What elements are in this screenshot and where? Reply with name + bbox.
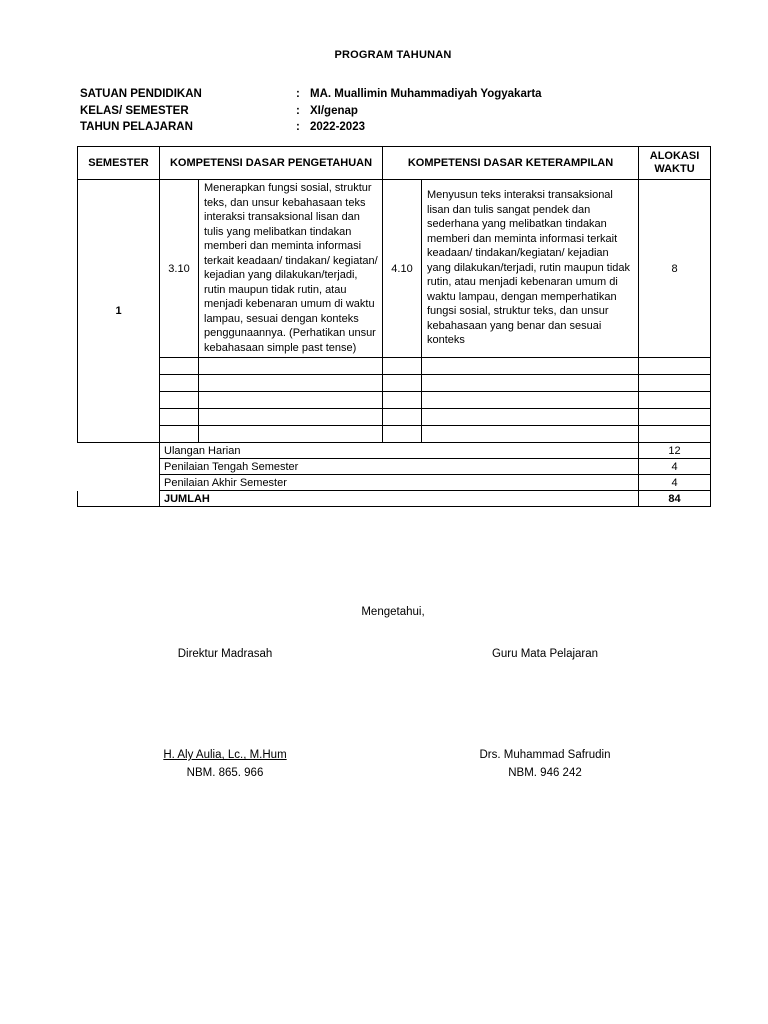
meta-label: TAHUN PELAJARAN xyxy=(80,121,193,134)
semester-cell: 1 xyxy=(78,180,160,443)
meta-label: SATUAN PENDIDIKAN xyxy=(80,88,202,101)
table-header-row xyxy=(78,147,711,180)
left-signatory-role: Direktur Madrasah xyxy=(177,648,273,660)
summary-label: Penilaian Akhir Semester xyxy=(160,475,639,491)
table-row xyxy=(78,180,711,358)
meta-value: 2022-2023 xyxy=(310,121,365,134)
meta-colon: : xyxy=(296,88,300,101)
meta-row-tahun xyxy=(80,119,542,136)
spacer-cell xyxy=(78,491,160,507)
kd-keterampilan-number: 4.10 xyxy=(383,180,422,358)
summary-value: 4 xyxy=(639,459,711,475)
header-kd-keterampilan: KOMPETENSI DASAR KETERAMPILAN xyxy=(383,147,639,180)
spacer-cell xyxy=(78,459,160,475)
left-signatory-nbm: NBM. 865. 966 xyxy=(186,767,264,779)
alokasi-cell: 8 xyxy=(639,180,711,358)
total-value: 84 xyxy=(639,491,711,507)
summary-label: Penilaian Tengah Semester xyxy=(160,459,639,475)
left-signatory-name: H. Aly Aulia, Lc., M.Hum xyxy=(163,749,287,761)
kd-pengetahuan-number: 3.10 xyxy=(160,180,199,358)
meta-block xyxy=(80,86,542,136)
empty-row xyxy=(78,409,711,426)
kd-pengetahuan-text: Menerapkan fungsi sosial, struktur teks, dan unsur kebahasaan teks interaksi transaksional lisan dan tulis yang melibatkan tindakan memberi dan meminta informasi terkait keadaan/ tindakan/ kegiatan/ kejadian yang dilakukan/terjadi, rutin maupun tidak rutin, atau menjadi kebenaran umum di waktu lampau, sesuai dengan konteks penggunaannya. (Perhatikan unsur kebahasaan simple past tense) xyxy=(199,180,383,358)
meta-colon: : xyxy=(296,104,300,117)
summary-total-row xyxy=(78,491,711,507)
summary-value: 12 xyxy=(639,443,711,459)
acknowledgement: Mengetahui, xyxy=(361,606,425,618)
empty-row xyxy=(78,375,711,392)
summary-value: 4 xyxy=(639,475,711,491)
summary-row xyxy=(78,443,711,459)
summary-row xyxy=(78,475,711,491)
program-table xyxy=(77,146,711,507)
meta-value: XI/genap xyxy=(310,104,358,117)
spacer-cell xyxy=(78,443,160,459)
empty-row xyxy=(78,392,711,409)
kd-keterampilan-text: Menyusun teks interaksi transaksional lisan dan tulis sangat pendek dan sederhana yang melibatkan tindakan memberi dan meminta informasi terkait keadaan/ tindakan/kegiatan/ kejadian yang dilakukan/terjadi, rutin maupun tidak rutin, atau menjadi kebenaran umum di waktu lampau, dengan memperhatikan fungsi sosial, struktur teks, dan unsur kebahasaan yang benar dan sesuai konteks xyxy=(422,180,639,358)
summary-label: Ulangan Harian xyxy=(160,443,639,459)
meta-colon: : xyxy=(296,121,300,134)
empty-row xyxy=(78,358,711,375)
page-title: PROGRAM TAHUNAN xyxy=(334,49,452,61)
header-kd-pengetahuan: KOMPETENSI DASAR PENGETAHUAN xyxy=(160,147,383,180)
empty-row xyxy=(78,426,711,443)
right-signatory-name: Drs. Muhammad Safrudin xyxy=(479,749,611,761)
total-label: JUMLAH xyxy=(160,491,639,507)
right-signatory-nbm: NBM. 946 242 xyxy=(508,767,582,779)
meta-row-satuan xyxy=(80,86,542,103)
meta-value: MA. Muallimin Muhammadiyah Yogyakarta xyxy=(310,88,542,101)
right-signatory-role: Guru Mata Pelajaran xyxy=(491,648,599,660)
meta-label: KELAS/ SEMESTER xyxy=(80,104,189,117)
summary-row xyxy=(78,459,711,475)
spacer-cell xyxy=(78,475,160,491)
meta-row-kelas xyxy=(80,103,542,120)
header-alokasi-waktu: ALOKASI WAKTU xyxy=(639,147,711,180)
header-semester: SEMESTER xyxy=(78,147,160,180)
